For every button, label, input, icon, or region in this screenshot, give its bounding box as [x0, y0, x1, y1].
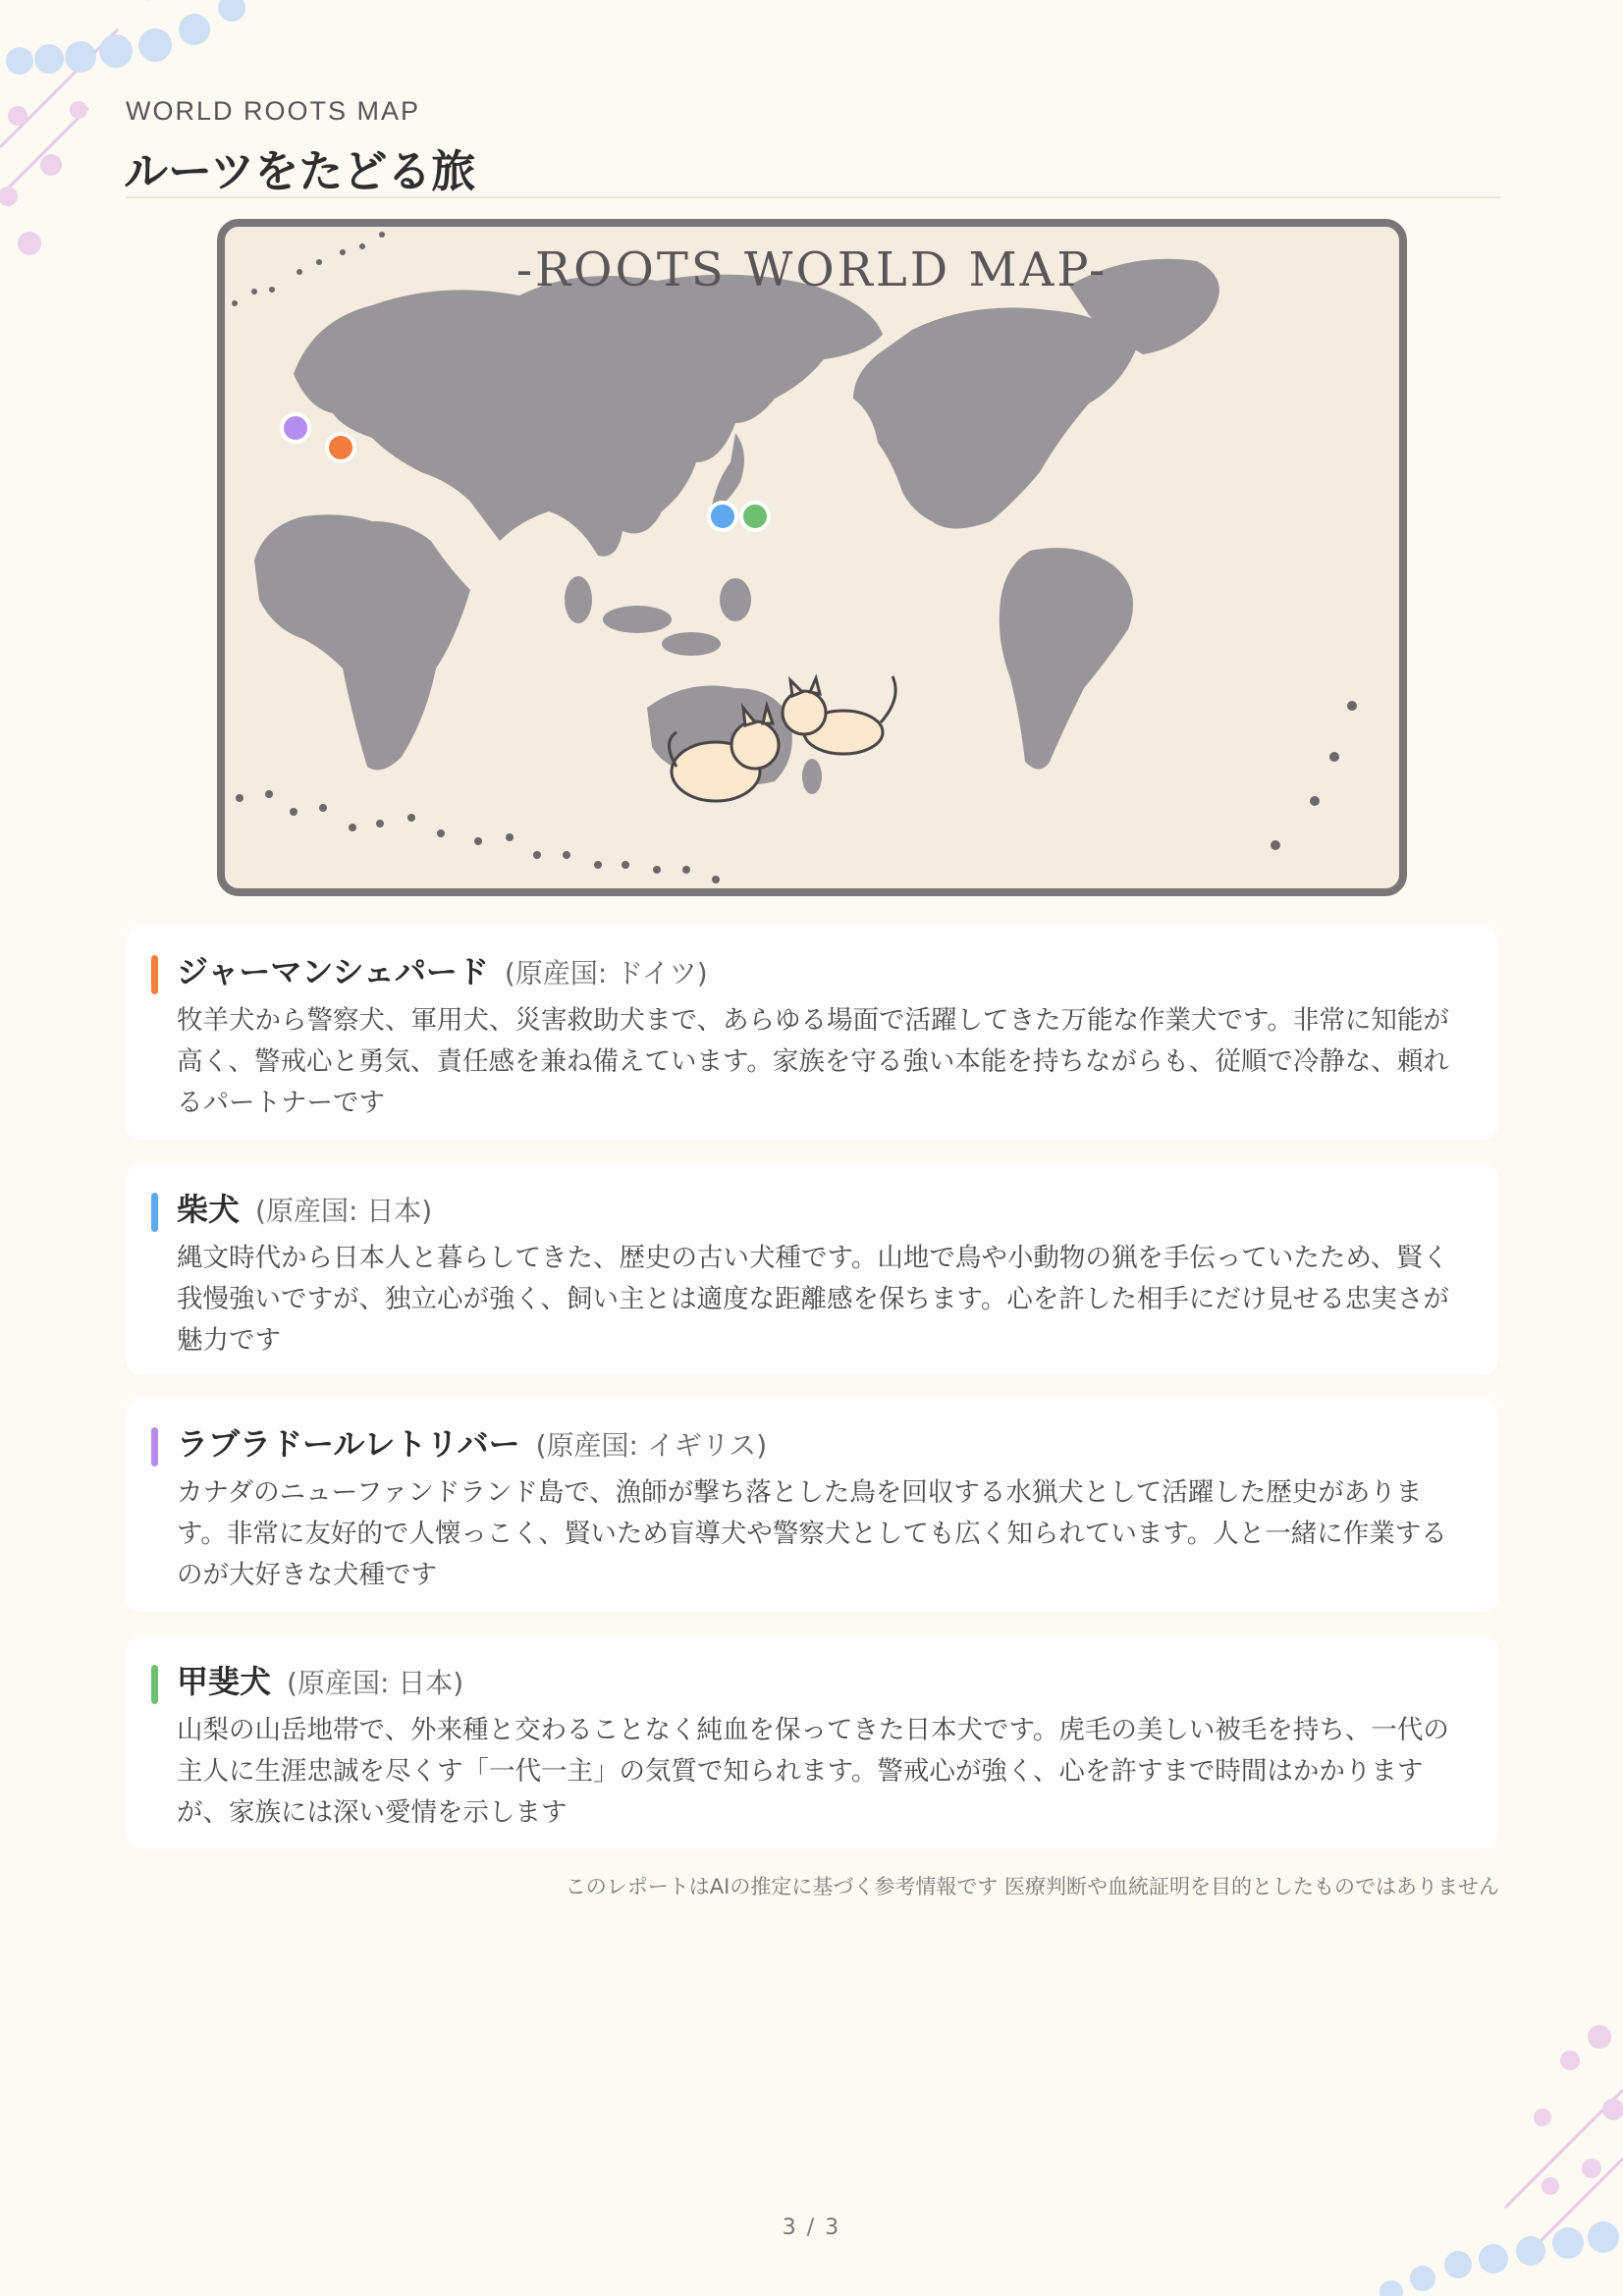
breed-name: 甲斐犬: [177, 1663, 272, 1700]
map-pin-kai-ken[interactable]: [741, 503, 769, 530]
breed-origin: (原産国: 日本): [287, 1667, 464, 1699]
breed-origin: (原産国: ドイツ): [504, 957, 708, 989]
page-title: ルーツをたどる旅: [124, 145, 476, 197]
report-eyebrow: WORLD ROOTS MAP: [126, 96, 421, 126]
breed-accent-bar: [151, 1193, 158, 1232]
map-pins: [225, 227, 1399, 888]
map-pin-labrador[interactable]: [282, 414, 309, 442]
breed-origin: (原産国: イギリス): [535, 1429, 768, 1462]
map-pin-shiba[interactable]: [709, 503, 736, 530]
breed-description: カナダのニューファンドランド島で、漁師が撃ち落とした鳥を回収する水猟犬として活躍した歴史があります。非常に友好的で人懐っこく、賢いため盲導犬や警察犬としても広く知られています。人と一緒に作業するのが大好きな犬種です: [177, 1477, 1447, 1590]
breed-accent-bar: [151, 1427, 158, 1467]
breed-card: [126, 1163, 1498, 1375]
breed-card: [126, 926, 1498, 1140]
breed-accent-bar: [151, 1665, 158, 1704]
breed-description: 縄文時代から日本人と暮らしてきた、歴史の古い犬種です。山地で鳥や小動物の猟を手伝っていたため、賢く我慢強いですが、独立心が強く、飼い主とは適度な距離感を保ちます。心を許した相手にだけ見せる忠実さが魅力です: [177, 1243, 1449, 1356]
page-number: 3 / 3: [782, 2216, 841, 2240]
breed-name: 柴犬: [177, 1191, 241, 1228]
map-pin-german-shepherd[interactable]: [327, 434, 354, 461]
breed-origin: (原産国: 日本): [255, 1195, 433, 1227]
breed-card: [126, 1398, 1498, 1612]
breed-name: ジャーマンシェパード: [177, 953, 489, 990]
breed-card: [126, 1635, 1498, 1849]
disclaimer: このレポートはAIの推定に基づく参考情報です 医療判断や血統証明を目的としたものではありません: [565, 1875, 1499, 1898]
title-divider: [126, 196, 1500, 198]
world-map: [217, 219, 1407, 896]
dna-decoration-icon: [1368, 2002, 1623, 2296]
breed-accent-bar: [151, 955, 158, 994]
map-title: -ROOTS WORLD MAP-: [515, 242, 1109, 297]
breed-description: 山梨の山岳地帯で、外来種と交わることなく純血を保ってきた日本犬です。虎毛の美しい被毛を持ち、一代の主人に生涯忠誠を尽くす「一代一主」の気質で知られます。警戒心が強く、心を許すまで時間はかかりますが、家族には深い愛情を示します: [177, 1715, 1449, 1828]
breed-description: 牧羊犬から警察犬、軍用犬、災害救助犬まで、あらゆる場面で活躍してきた万能な作業犬です。非常に知能が高く、警戒心と勇気、責任感を兼ね備えています。家族を守る強い本能を持ちながらも、従順で冷静な、頼れるパートナーです: [177, 1005, 1449, 1118]
breed-name: ラブラドールレトリバー: [177, 1425, 520, 1463]
